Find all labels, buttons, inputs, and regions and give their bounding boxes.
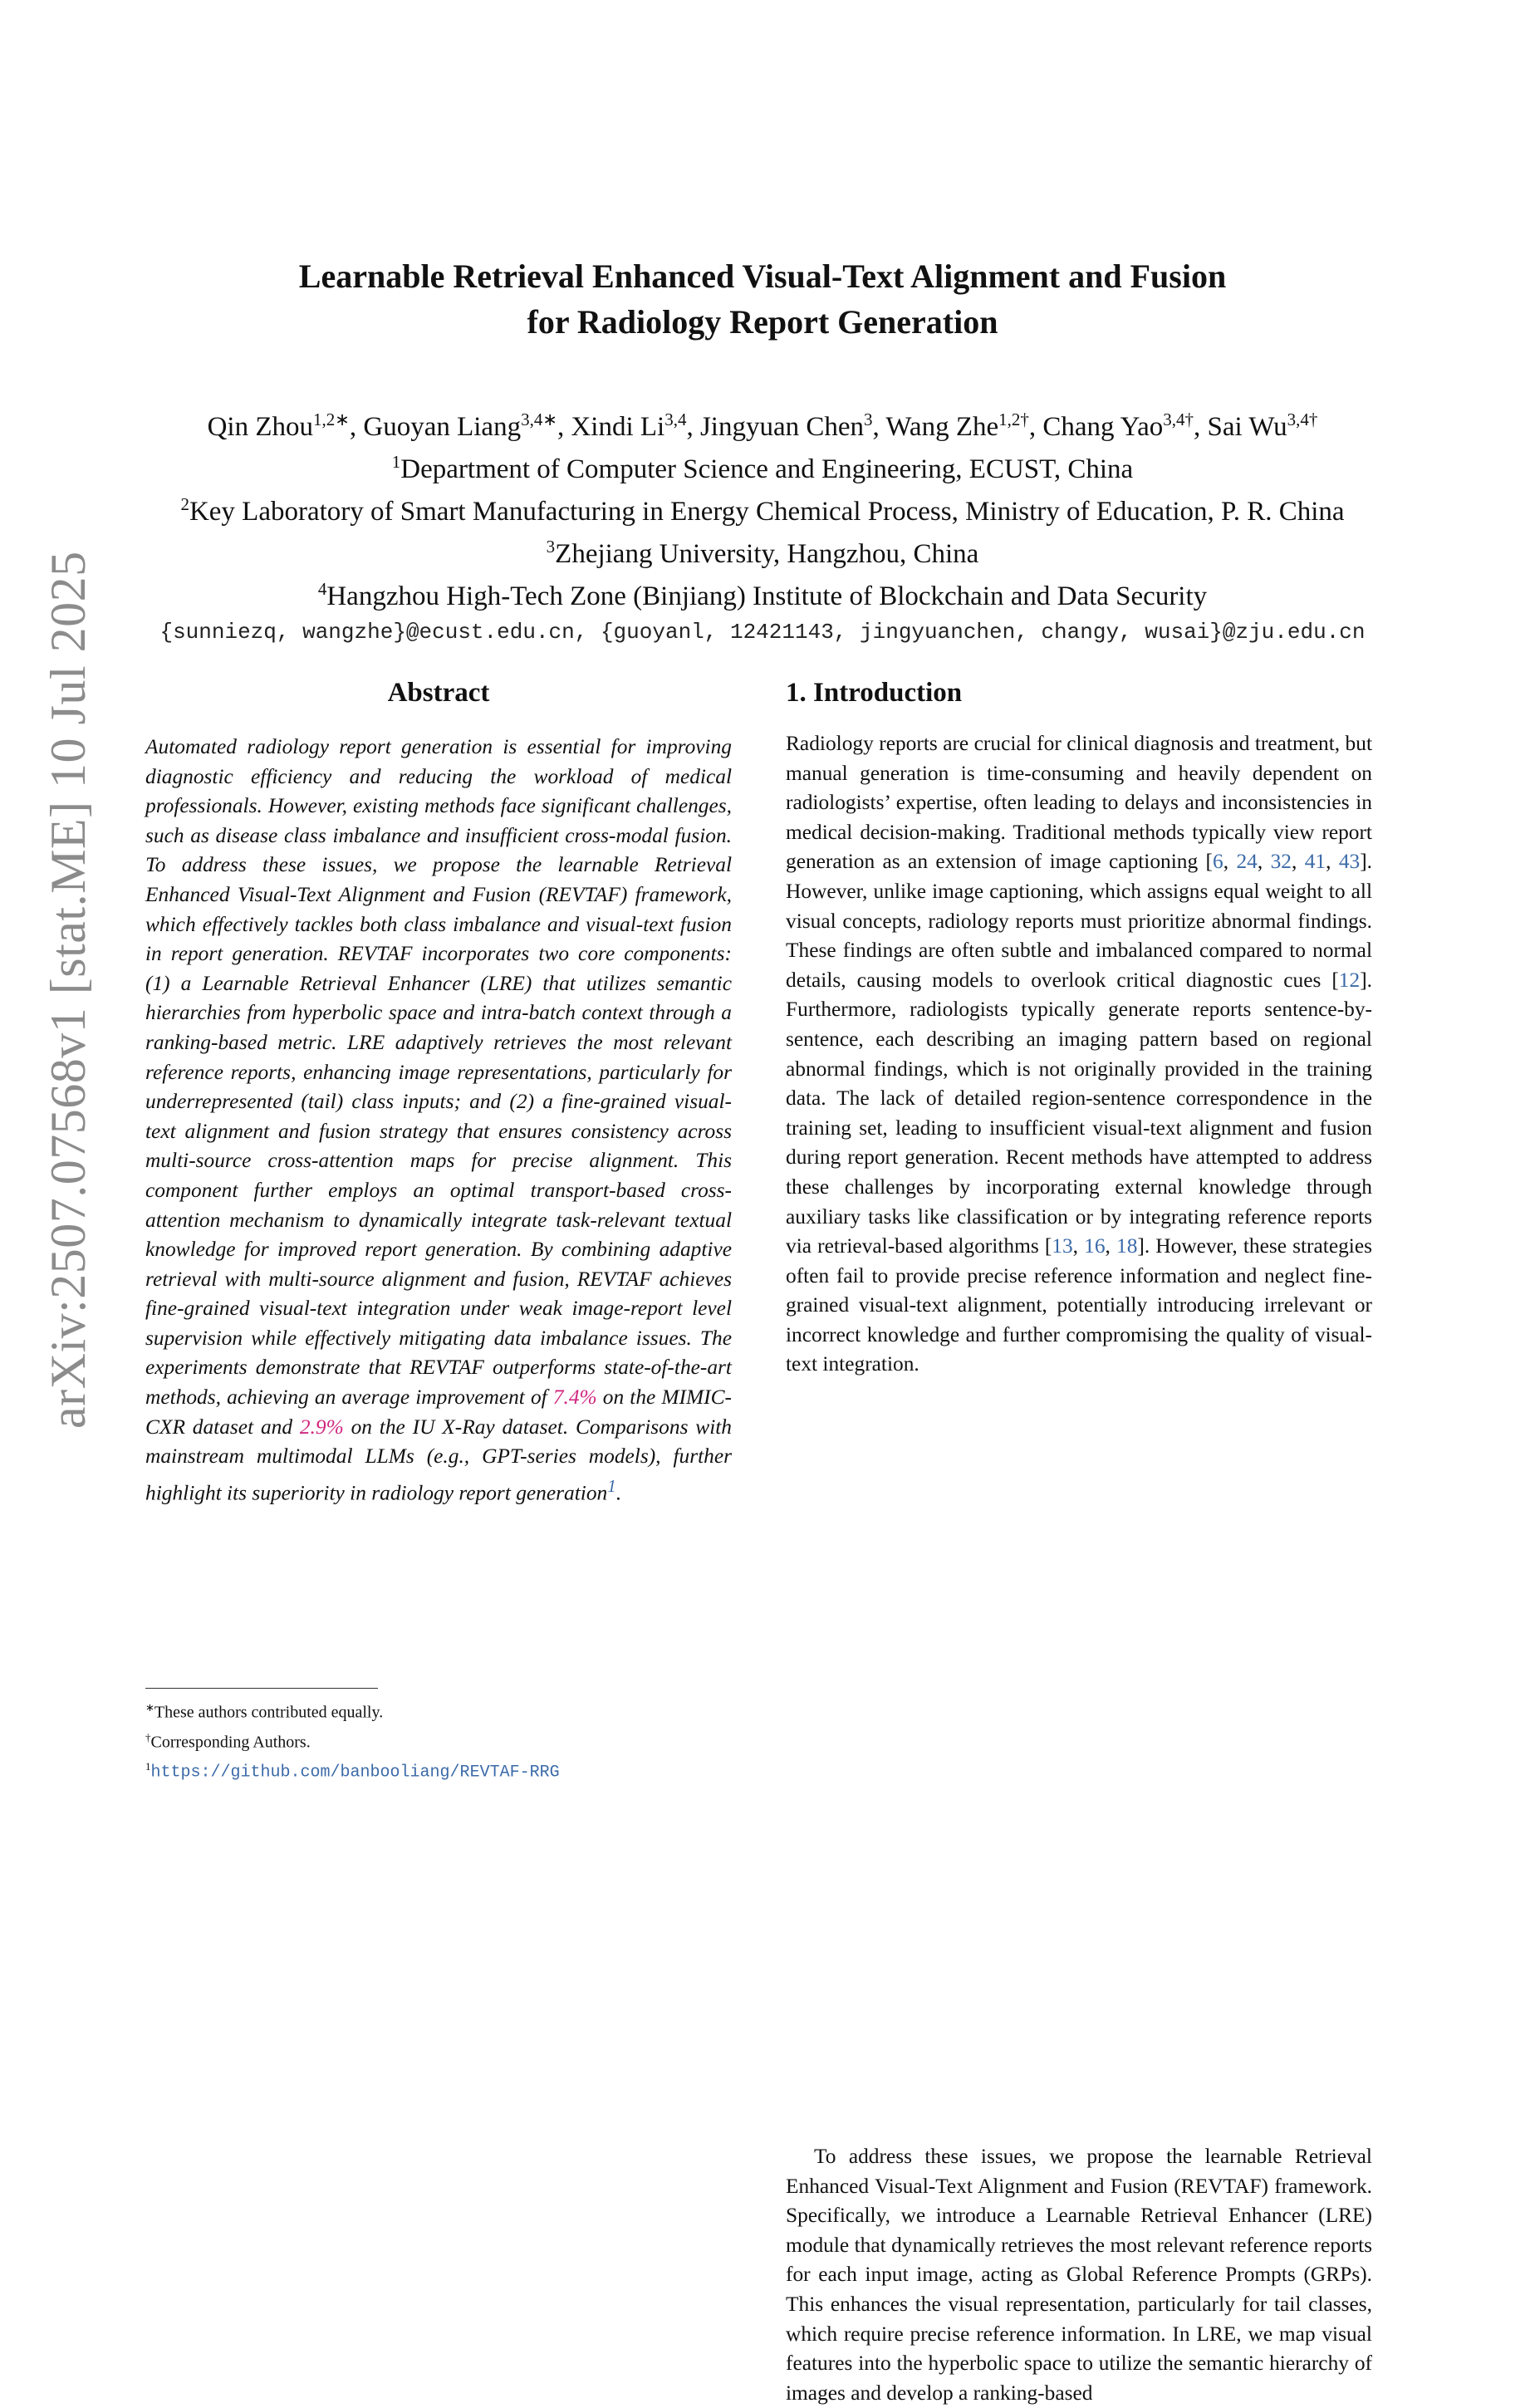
author-separator: , bbox=[1194, 412, 1208, 442]
citation-link[interactable]: 43 bbox=[1338, 850, 1361, 874]
abstract-text-part: Automated radiology report generation is essential for improving diagnostic efficiency and reducing the workload of medical professionals. However, existing methods face significant challenges, such as disease class imbalance and insufficient cross-modal fusion. To address these issues, we propose the learnable Retrieval Enhanced Visual-Text Alignment and Fusion (REVTAF) framework, which effectively tackles both class imbalance and visual-text fusion in report generation. REVTAF incorporates two core components: (1) a Learnable Retrieval Enhancer (LRE) that utilizes semantic hierarchies from hyperbolic space and intra-batch context through a ranking-based metric. LRE adaptively retrieves the most relevant reference reports, enhancing image representations, particularly for underrepresented (tail) class inputs; and (2) a fine-grained visual-text alignment and fusion strategy that ensures consistency across multi-source cross-attention maps for precise alignment. This component further employs an optimal transport-based cross-attention mechanism to dynamically integrate task-relevant textual knowledge for improved report generation. By combining adaptive retrieval with multi-source alignment and fusion, REVTAF achieves fine-grained visual-text integration under weak image-report level supervision while effectively mitigating data imbalance issues. The experiments demonstrate that REVTAF outperforms state-of-the-art methods, achieving an average improvement of bbox=[145, 735, 732, 1410]
author-block bbox=[0, 402, 1525, 650]
footnote-mark: ∗ bbox=[145, 1701, 154, 1714]
introduction-text-part: ]. However, unlike image captioning, which assigns equal weight to all visual concepts, radiology reports must prioritize abnormal findings. These findings are often subtle and imbalanced compared to normal details, causing models to overlook critical diagnostic cues [ bbox=[786, 850, 1373, 992]
paper-title bbox=[0, 253, 1525, 345]
author-list bbox=[0, 402, 1525, 444]
author-affiliation-mark: 1,2∗ bbox=[313, 410, 350, 429]
author-affiliation-mark: 3,4† bbox=[1287, 410, 1318, 429]
affiliation-number: 1 bbox=[391, 452, 401, 472]
affiliation-1 bbox=[0, 444, 1525, 487]
affiliation-number: 2 bbox=[180, 494, 189, 514]
citation-link[interactable]: 32 bbox=[1270, 850, 1292, 874]
introduction-text-part: , bbox=[1257, 850, 1271, 874]
footnote-reference-link[interactable]: 1 bbox=[607, 1475, 616, 1496]
author-separator: , bbox=[686, 412, 700, 442]
introduction-text-part: , bbox=[1291, 850, 1305, 874]
affiliation-text: Department of Computer Science and Engineering, ECUST, China bbox=[400, 454, 1134, 484]
footnotes bbox=[145, 1688, 677, 1786]
introduction-text-part: Radiology reports are crucial for clinical diagnosis and treatment, but manual generation is time-consuming and heavily dependent on radiologists’ expertise, often leading to delays and inconsistencies in medical decision-making. Traditional methods typically view report generation as an extension of image captioning [ bbox=[786, 732, 1372, 874]
introduction-text-part: , bbox=[1072, 1234, 1085, 1258]
author-name: Wang Zhe bbox=[885, 412, 999, 442]
footnote-text: These authors contributed equally. bbox=[154, 1703, 384, 1722]
footnote-mark: † bbox=[145, 1730, 151, 1743]
title-line-1: Learnable Retrieval Enhanced Visual-Text Alignment and Fusion bbox=[298, 257, 1227, 295]
abstract-text-part: on the MIMIC-CXR dataset and bbox=[145, 1385, 732, 1439]
abstract-body bbox=[145, 733, 732, 1508]
introduction-text-part: , bbox=[1326, 850, 1339, 874]
affiliation-text: Key Laboratory of Smart Manufacturing in Energy Chemical Process, Ministry of Education, P. R. China bbox=[189, 497, 1345, 527]
footnote-mark: 1 bbox=[145, 1760, 151, 1773]
author-name: Qin Zhou bbox=[207, 412, 314, 442]
affiliation-2 bbox=[0, 487, 1525, 529]
introduction-heading: 1. Introduction bbox=[786, 678, 963, 708]
affiliation-3 bbox=[0, 529, 1525, 571]
citation-link[interactable]: 41 bbox=[1304, 850, 1326, 874]
citation-link[interactable]: 16 bbox=[1084, 1234, 1106, 1258]
author-separator: , bbox=[557, 412, 571, 442]
abstract-text-part: on the IU X-Ray dataset. Comparisons with mainstream multimodal LLMs (e.g., GPT-series models), further highlight its superiority in radiology report generation bbox=[145, 1415, 733, 1505]
introduction-paragraph-2: To address these issues, we propose the learnable Retrieval Enhanced Visual-Text Alignment and Fusion (REVTAF) framework. Specifically, we introduce a Learnable Retrieval Enhancer (LRE) module that dynamically retrieves the most relevant reference reports for each input image, acting as Global Reference Prompts (GRPs). This enhances the visual representation, particularly for tail classes, which require precise reference information. In LRE, we map visual features into the hyperbolic space to utilize the semantic hierarchy of images and develop a ranking-based bbox=[786, 2145, 1372, 2405]
abstract-text-part: . bbox=[615, 1481, 622, 1505]
citation-link[interactable]: 12 bbox=[1338, 968, 1361, 992]
introduction-text-part: , bbox=[1223, 850, 1237, 874]
citation-link[interactable]: 18 bbox=[1116, 1234, 1138, 1258]
author-emails: {sunniezq, wangzhe}@ecust.edu.cn, {guoyanl, 12421143, jingyuanchen, changy, wusai}@zju.edu.cn bbox=[159, 620, 1366, 645]
footnote-equal-contribution bbox=[145, 1695, 677, 1725]
abstract-column bbox=[145, 674, 733, 1505]
introduction-paragraph-1 bbox=[786, 729, 1372, 1380]
citation-link[interactable]: 24 bbox=[1236, 850, 1258, 874]
introduction-column bbox=[786, 674, 1373, 2405]
introduction-text-part: ]. Furthermore, radiologists typically generate reports sentence-by-sentence, each describing an imaging pattern based on regional abnormal findings, which is not originally provided in the training data. The lack of detailed region-sentence correspondence in the training set, leading to insufficient visual-text alignment and fusion during report generation. Recent methods have attempted to address these challenges by incorporating external knowledge through auxiliary tasks like classification or by integrating reference reports via retrieval-based algorithms [ bbox=[786, 968, 1372, 1258]
citation-link[interactable]: 13 bbox=[1052, 1234, 1073, 1258]
author-affiliation-mark: 3 bbox=[864, 410, 873, 429]
introduction-text-part: , bbox=[1105, 1234, 1116, 1258]
footnote-text: Corresponding Authors. bbox=[150, 1733, 311, 1752]
author-affiliation-mark: 3,4† bbox=[1163, 410, 1194, 429]
mimic-improvement-value: 7.4% bbox=[552, 1385, 597, 1410]
affiliation-4 bbox=[0, 571, 1525, 614]
arxiv-identifier-stamp: arXiv:2507.07568v1 [stat.ME] 10 Jul 2025 bbox=[41, 551, 96, 1429]
footnote-divider bbox=[145, 1688, 378, 1689]
author-name: Jingyuan Chen bbox=[699, 412, 865, 442]
title-line-2: for Radiology Report Generation bbox=[527, 303, 998, 341]
author-affiliation-mark: 3,4 bbox=[664, 410, 687, 429]
author-name: Chang Yao bbox=[1042, 412, 1164, 442]
affiliation-text: Hangzhou High-Tech Zone (Binjiang) Institute of Blockchain and Data Security bbox=[326, 581, 1208, 611]
author-name: Guoyan Liang bbox=[363, 412, 522, 442]
author-name: Xindi Li bbox=[571, 412, 665, 442]
abstract-heading: Abstract bbox=[387, 678, 490, 708]
author-affiliation-mark: 1,2† bbox=[998, 410, 1029, 429]
footnote-code-link bbox=[145, 1754, 677, 1786]
author-separator: , bbox=[349, 412, 364, 442]
iu-xray-improvement-value: 2.9% bbox=[299, 1415, 344, 1439]
author-name: Sai Wu bbox=[1207, 412, 1287, 442]
footnote-corresponding bbox=[145, 1725, 677, 1755]
github-repo-link[interactable]: https://github.com/banbooliang/REVTAF-RRG bbox=[150, 1763, 560, 1783]
introduction-text-part: ]. However, these strategies often fail to provide precise reference information and neglect fine-grained visual-text alignment, potentially introducing irrelevant or incorrect knowledge and further compromising the quality of visual-text integration. bbox=[786, 1234, 1372, 1376]
author-affiliation-mark: 3,4∗ bbox=[521, 410, 557, 429]
affiliation-text: Zhejiang University, Hangzhou, China bbox=[555, 539, 979, 569]
author-separator: , bbox=[872, 412, 886, 442]
author-separator: , bbox=[1028, 412, 1043, 442]
affiliation-number: 3 bbox=[546, 537, 556, 557]
affiliation-number: 4 bbox=[317, 579, 327, 599]
citation-link[interactable]: 6 bbox=[1213, 850, 1223, 874]
